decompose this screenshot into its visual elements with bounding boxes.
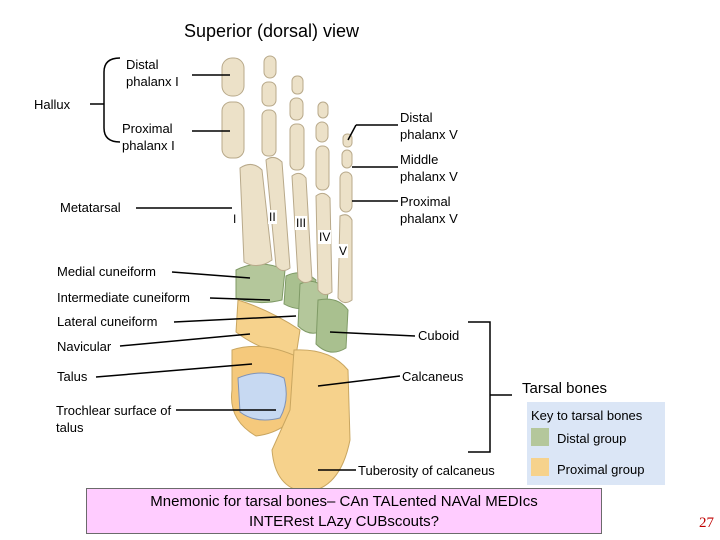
cuboid-shape — [316, 299, 348, 352]
label-distal-phalanx-1: Distal phalanx I — [126, 57, 179, 89]
label-talus: Talus — [57, 369, 88, 384]
mnemonic-box — [86, 488, 602, 534]
label-distal-phalanx-5: Distal phalanx V — [400, 110, 458, 142]
proximal-group-swatch — [531, 458, 549, 476]
metatarsal-numeral-4: IV — [319, 230, 331, 244]
label-lateral-cuneiform: Lateral cuneiform — [57, 314, 158, 329]
metatarsal-4-shape — [316, 193, 332, 294]
mnemonic-line-1: Mnemonic for tarsal bones– CAn TALented NAVal MEDIcs — [150, 493, 538, 510]
label-intermediate-cuneiform: Intermediate cuneiform — [57, 290, 190, 305]
distal-phalanx-1-shape — [222, 58, 244, 96]
metatarsal-numeral-5: V — [339, 244, 348, 258]
label-navicular: Navicular — [57, 339, 112, 354]
distal-group-swatch — [531, 428, 549, 446]
metatarsal-numeral-3: III — [296, 216, 307, 230]
proximal-phalanx-1-shape — [222, 102, 244, 158]
label-proximal-phalanx-5: Proximal phalanx V — [400, 194, 458, 226]
page-title: Superior (dorsal) view — [184, 21, 360, 41]
label-calcaneus: Calcaneus — [402, 369, 464, 384]
page-number: 27 — [699, 515, 714, 531]
label-tuberosity-of-calcaneus: Tuberosity of calcaneus — [358, 463, 495, 478]
middle-phalanx-5-shape — [342, 150, 352, 168]
label-middle-phalanx-5: Middle phalanx V — [400, 152, 458, 184]
label-trochlear-surface: Trochlear surface of talus — [56, 403, 172, 435]
key-distal-group: Distal group — [557, 431, 627, 446]
mnemonic-line-2: INTERest LAzy CUBscouts? — [248, 513, 440, 530]
metatarsal-numeral-1: I — [233, 212, 237, 226]
label-medial-cuneiform: Medial cuneiform — [57, 264, 156, 279]
metatarsal-5-shape — [338, 215, 352, 303]
trochlear-surface-shape — [238, 373, 286, 420]
label-proximal-phalanx-1: Proximal phalanx I — [122, 121, 175, 153]
tarsal-bones-heading: Tarsal bones — [522, 380, 608, 397]
key-title: Key to tarsal bones — [531, 408, 643, 423]
proximal-phalanx-5-shape — [340, 172, 352, 212]
metatarsal-numeral-2: II — [269, 210, 276, 224]
key-proximal-group: Proximal group — [557, 462, 645, 477]
label-hallux: Hallux — [34, 97, 71, 112]
label-cuboid: Cuboid — [418, 328, 460, 343]
label-metatarsal: Metatarsal — [60, 200, 121, 215]
medial-cuneiform-shape — [236, 264, 285, 303]
